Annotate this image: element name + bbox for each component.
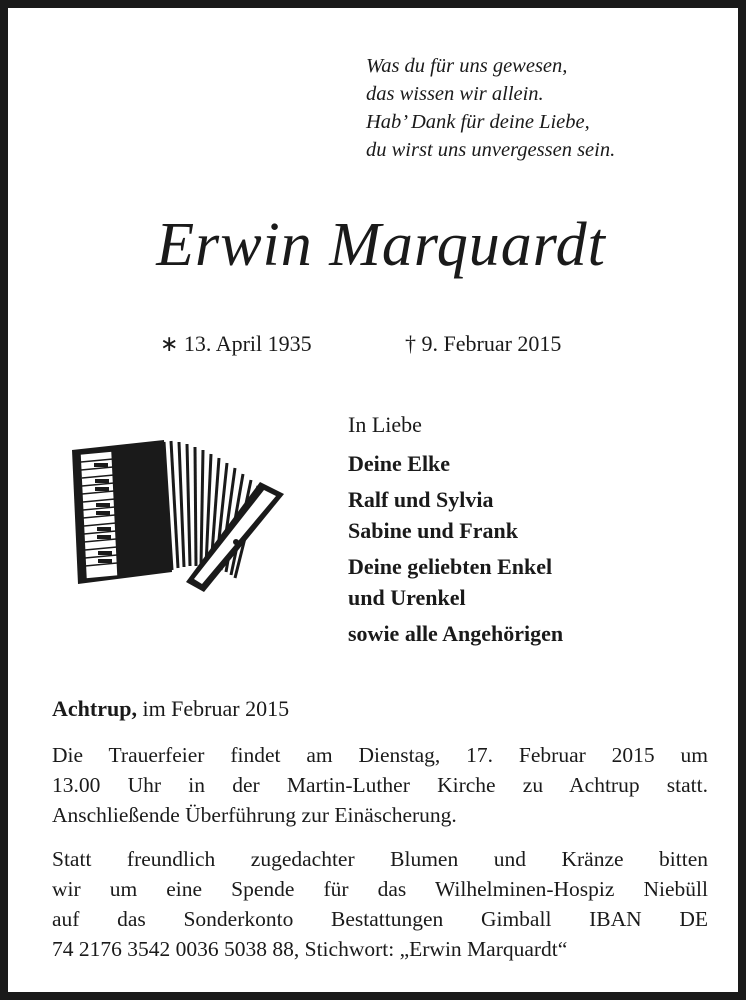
donation-line: Statt freundlich zugedachter Blumen und Kränze bitten <box>52 847 708 871</box>
donation-line: 74 2176 3542 0036 5038 88, Stichwort: „Erwin Marquardt“ <box>52 937 568 961</box>
donation-paragraph <box>52 844 708 964</box>
birth-date: ∗ 13. April 1935 <box>160 331 312 356</box>
family-member: Sabine und Frank <box>348 518 518 543</box>
date-text: im Februar 2015 <box>142 696 290 721</box>
funeral-paragraph <box>52 740 708 830</box>
funeral-line: 13.00 Uhr in der Martin-Luther Kirche zu Achtrup statt. <box>52 773 708 797</box>
death-date: † 9. Februar 2015 <box>405 331 562 356</box>
funeral-line: Anschließende Überführung zur Einäscherung. <box>52 803 457 827</box>
place-name: Achtrup, <box>52 696 137 721</box>
poem-line: Hab’ Dank für deine Liebe, <box>366 111 590 133</box>
place-date <box>52 694 712 724</box>
family-member: Deine geliebten Enkel <box>348 554 553 579</box>
donation-line: wir um eine Spende für das Wilhelminen-Hospiz Niebüll <box>52 877 708 901</box>
deceased-name: Erwin Marquardt <box>156 211 606 279</box>
poem <box>366 52 736 164</box>
family-intro: In Liebe <box>348 412 422 437</box>
poem-line: das wissen wir allein. <box>366 83 544 105</box>
poem-line: Was du für uns gewesen, <box>366 55 568 77</box>
family-member: und Urenkel <box>348 585 466 610</box>
family-member: Ralf und Sylvia <box>348 487 494 512</box>
family-member: Deine Elke <box>348 451 451 476</box>
funeral-line: Die Trauerfeier findet am Dienstag, 17. Februar 2015 um <box>52 743 708 767</box>
family-list <box>348 410 728 649</box>
family-member: sowie alle Angehörigen <box>348 621 564 646</box>
accordion-icon <box>68 438 288 598</box>
poem-line: du wirst uns unvergessen sein. <box>366 139 616 161</box>
donation-line: auf das Sonderkonto Bestattungen Gimball IBAN DE <box>52 907 708 931</box>
